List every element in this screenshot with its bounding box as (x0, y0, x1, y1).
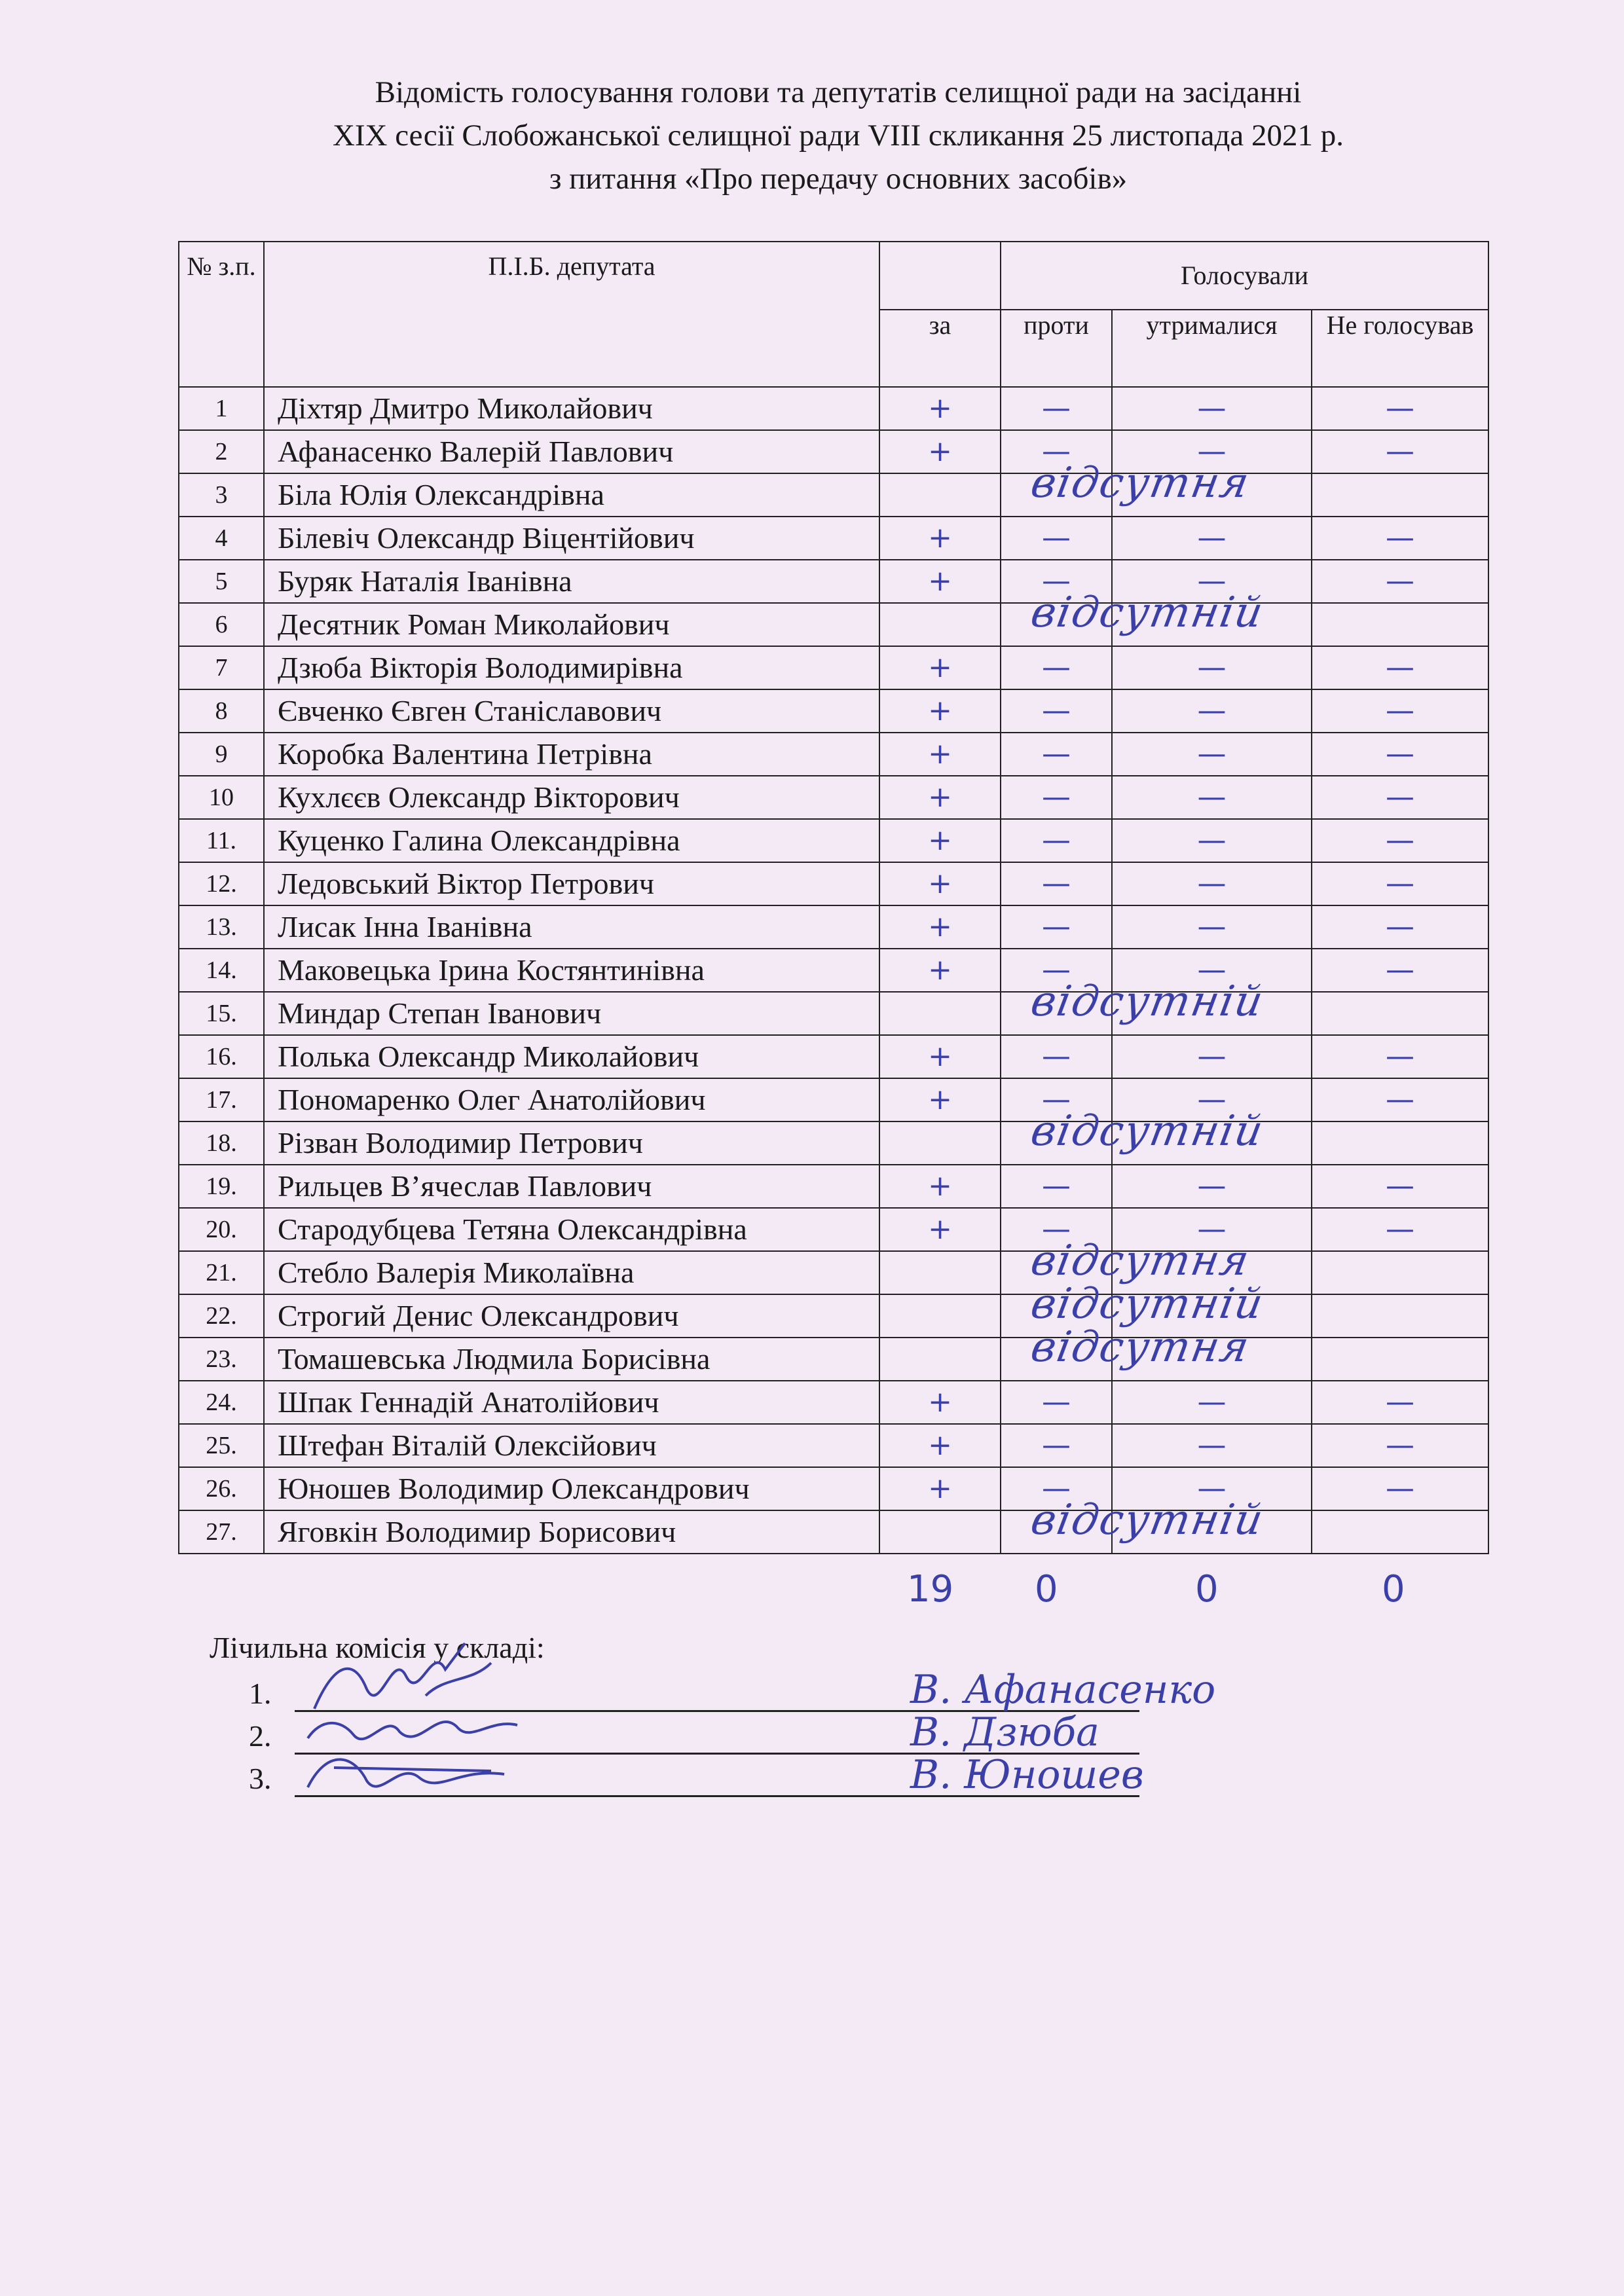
absent-annotation: відсутній (1027, 1107, 1268, 1156)
header-for: за (879, 310, 1001, 387)
table-row (179, 1078, 1488, 1121)
vote-not-voted (1312, 603, 1488, 646)
absent-annotation: відсутній (1027, 977, 1268, 1026)
row-number: 13. (179, 905, 264, 949)
vote-not-voted: — (1312, 949, 1488, 992)
vote-for: + (879, 387, 1001, 430)
vote-not-voted: — (1312, 1035, 1488, 1078)
table-row (179, 1208, 1488, 1251)
vote-not-voted: — (1312, 1381, 1488, 1424)
deputy-name: Полька Олександр Миколайович (264, 1035, 879, 1078)
vote-abstained: — (1112, 430, 1312, 473)
table-row (179, 646, 1488, 689)
vote-not-voted: — (1312, 646, 1488, 689)
row-number: 17. (179, 1078, 264, 1121)
row-number: 7 (179, 646, 264, 689)
vote-against: — (1001, 1208, 1112, 1251)
vote-for: + (879, 949, 1001, 992)
vote-not-voted (1312, 1294, 1488, 1338)
vote-against (1001, 992, 1112, 1035)
absent-annotation: відсутній (1027, 1496, 1268, 1544)
deputy-name: Юношев Володимир Олександрович (264, 1467, 879, 1510)
vote-against: — (1001, 1165, 1112, 1208)
vote-against: — (1001, 646, 1112, 689)
vote-abstained: — (1112, 689, 1312, 733)
deputy-name: Біла Юлія Олександрівна (264, 473, 879, 517)
vote-abstained: — (1112, 733, 1312, 776)
vote-against (1001, 603, 1112, 646)
vote-totals (0, 1568, 1624, 1620)
vote-abstained (1112, 1121, 1312, 1165)
row-number: 8 (179, 689, 264, 733)
row-number: 20. (179, 1208, 264, 1251)
vote-not-voted (1312, 992, 1488, 1035)
vote-for: + (879, 905, 1001, 949)
vote-for: + (879, 1467, 1001, 1510)
vote-for: + (879, 776, 1001, 819)
header-against: проти (1001, 310, 1112, 387)
vote-not-voted (1312, 1338, 1488, 1381)
table-row (179, 560, 1488, 603)
vote-for (879, 1251, 1001, 1294)
table-row (179, 473, 1488, 517)
vote-against (1001, 1338, 1112, 1381)
vote-against (1001, 1294, 1112, 1338)
header-voted: Голосували (1001, 242, 1488, 310)
deputy-name: Куценко Галина Олександрівна (264, 819, 879, 862)
deputy-name: Рильцев В’ячеслав Павлович (264, 1165, 879, 1208)
row-number: 21. (179, 1251, 264, 1294)
vote-abstained: — (1112, 560, 1312, 603)
vote-not-voted: — (1312, 1165, 1488, 1208)
table-row (179, 992, 1488, 1035)
vote-not-voted: — (1312, 776, 1488, 819)
row-number: 19. (179, 1165, 264, 1208)
table-row (179, 1165, 1488, 1208)
deputy-name: Пономаренко Олег Анатолійович (264, 1078, 879, 1121)
row-number: 27. (179, 1510, 264, 1554)
vote-abstained: — (1112, 819, 1312, 862)
row-number: 10 (179, 776, 264, 819)
vote-not-voted: — (1312, 733, 1488, 776)
vote-not-voted (1312, 1121, 1488, 1165)
vote-not-voted: — (1312, 517, 1488, 560)
vote-for (879, 1510, 1001, 1554)
table-row (179, 1424, 1488, 1467)
vote-for: + (879, 689, 1001, 733)
deputy-name: Буряк Наталія Іванівна (264, 560, 879, 603)
vote-against: — (1001, 430, 1112, 473)
table-row (179, 776, 1488, 819)
vote-for (879, 473, 1001, 517)
vote-abstained: — (1112, 1424, 1312, 1467)
table-row (179, 689, 1488, 733)
vote-abstained: — (1112, 1381, 1312, 1424)
vote-against: — (1001, 560, 1112, 603)
row-number: 3 (179, 473, 264, 517)
vote-not-voted (1312, 1510, 1488, 1554)
member-signature-name: В. Юношев (910, 1752, 1144, 1798)
vote-abstained: — (1112, 1035, 1312, 1078)
deputy-name: Лисак Інна Іванівна (264, 905, 879, 949)
deputy-name: Білевіч Олександр Віцентійович (264, 517, 879, 560)
vote-for: + (879, 819, 1001, 862)
vote-against: — (1001, 905, 1112, 949)
total-not-voted: 0 (1382, 1568, 1405, 1611)
vote-for (879, 1121, 1001, 1165)
vote-against: — (1001, 517, 1112, 560)
vote-against (1001, 1510, 1112, 1554)
row-number: 23. (179, 1338, 264, 1381)
total-for: 19 (907, 1568, 954, 1611)
deputy-name: Маковецька Ірина Костянтинівна (264, 949, 879, 992)
vote-for (879, 1338, 1001, 1381)
vote-against: — (1001, 387, 1112, 430)
deputy-name: Томашевська Людмила Борисівна (264, 1338, 879, 1381)
voting-table (178, 241, 1489, 1554)
table-row (179, 1294, 1488, 1338)
deputy-name: Стародубцева Тетяна Олександрівна (264, 1208, 879, 1251)
table-row (179, 517, 1488, 560)
vote-against: — (1001, 776, 1112, 819)
vote-against (1001, 473, 1112, 517)
deputy-name: Строгий Денис Олександрович (264, 1294, 879, 1338)
vote-abstained: — (1112, 905, 1312, 949)
member-index: 3. (249, 1762, 272, 1795)
header-blank (879, 242, 1001, 310)
deputy-name: Ледовський Віктор Петрович (264, 862, 879, 905)
title-line-1: Відомість голосування голови та депутатів селищної ради на засіданні (375, 75, 1302, 109)
title-line-3: з питання «Про передачу основних засобів» (549, 162, 1128, 196)
vote-for: + (879, 1381, 1001, 1424)
vote-not-voted (1312, 1251, 1488, 1294)
row-number: 24. (179, 1381, 264, 1424)
vote-against: — (1001, 1467, 1112, 1510)
vote-not-voted: — (1312, 862, 1488, 905)
deputy-name: Десятник Роман Миколайович (264, 603, 879, 646)
absent-annotation: відсутня (1027, 1323, 1254, 1372)
vote-not-voted: — (1312, 689, 1488, 733)
absent-annotation: відсутня (1027, 459, 1254, 507)
vote-for: + (879, 1035, 1001, 1078)
row-number: 16. (179, 1035, 264, 1078)
table-row (179, 1467, 1488, 1510)
vote-abstained (1112, 1510, 1312, 1554)
vote-against: — (1001, 1381, 1112, 1424)
vote-not-voted: — (1312, 905, 1488, 949)
member-signature-name: В. Дзюба (910, 1709, 1099, 1755)
row-number: 12. (179, 862, 264, 905)
deputy-name: Різван Володимир Петрович (264, 1121, 879, 1165)
table-row (179, 1338, 1488, 1381)
row-number: 18. (179, 1121, 264, 1165)
table-row (179, 1121, 1488, 1165)
vote-abstained: — (1112, 949, 1312, 992)
vote-abstained: — (1112, 517, 1312, 560)
vote-abstained (1112, 473, 1312, 517)
deputy-name: Дзюба Вікторія Володимирівна (264, 646, 879, 689)
vote-not-voted: — (1312, 1424, 1488, 1467)
vote-abstained (1112, 992, 1312, 1035)
vote-against: — (1001, 1035, 1112, 1078)
commission-member (249, 1752, 1166, 1800)
vote-for: + (879, 1165, 1001, 1208)
commission-label: Лічильна комісія у складі: (210, 1631, 545, 1664)
vote-against: — (1001, 862, 1112, 905)
row-number: 15. (179, 992, 264, 1035)
vote-not-voted: — (1312, 387, 1488, 430)
vote-not-voted: — (1312, 1078, 1488, 1121)
table-row (179, 862, 1488, 905)
header-name: П.І.Б. депутата (264, 242, 879, 387)
vote-for (879, 1294, 1001, 1338)
table-row (179, 819, 1488, 862)
vote-not-voted: — (1312, 430, 1488, 473)
row-number: 4 (179, 517, 264, 560)
absent-annotation: відсутній (1027, 589, 1268, 637)
vote-abstained (1112, 1338, 1312, 1381)
vote-for: + (879, 1078, 1001, 1121)
deputy-name: Яговкін Володимир Борисович (264, 1510, 879, 1554)
table-row (179, 603, 1488, 646)
title-line-2: XIX сесії Слобожанської селищної ради VIII скликання 25 листопада 2021 р. (332, 118, 1344, 153)
vote-against: — (1001, 1078, 1112, 1121)
deputy-name: Стебло Валерія Миколаївна (264, 1251, 879, 1294)
deputy-name: Штефан Віталій Олексійович (264, 1424, 879, 1467)
row-number: 1 (179, 387, 264, 430)
absent-annotation: відсутня (1027, 1237, 1254, 1285)
vote-against (1001, 1121, 1112, 1165)
vote-not-voted: — (1312, 819, 1488, 862)
table-row (179, 905, 1488, 949)
vote-abstained: — (1112, 387, 1312, 430)
vote-against: — (1001, 1424, 1112, 1467)
deputy-name: Миндар Степан Іванович (264, 992, 879, 1035)
vote-abstained: — (1112, 862, 1312, 905)
row-number: 5 (179, 560, 264, 603)
deputy-name: Діхтяр Дмитро Миколайович (264, 387, 879, 430)
vote-not-voted: — (1312, 1208, 1488, 1251)
table-row (179, 387, 1488, 430)
signature-scribble (295, 1722, 517, 1800)
header-abstained: утрималися (1112, 310, 1312, 387)
row-number: 2 (179, 430, 264, 473)
table-row (179, 1251, 1488, 1294)
vote-abstained: — (1112, 1208, 1312, 1251)
deputy-name: Афанасенко Валерій Павлович (264, 430, 879, 473)
vote-not-voted (1312, 473, 1488, 517)
table-row (179, 1381, 1488, 1424)
vote-not-voted: — (1312, 1467, 1488, 1510)
table-row (179, 430, 1488, 473)
vote-for: + (879, 1424, 1001, 1467)
deputy-name: Шпак Геннадій Анатолійович (264, 1381, 879, 1424)
vote-abstained: — (1112, 646, 1312, 689)
total-against: 0 (1035, 1568, 1058, 1611)
row-number: 9 (179, 733, 264, 776)
total-abstained: 0 (1195, 1568, 1219, 1611)
header-not-voted: Не голосував (1312, 310, 1488, 387)
vote-abstained: — (1112, 1467, 1312, 1510)
row-number: 11. (179, 819, 264, 862)
member-signature-name: В. Афанасенко (910, 1667, 1216, 1713)
vote-for: + (879, 430, 1001, 473)
vote-abstained: — (1112, 1165, 1312, 1208)
table-row (179, 1510, 1488, 1554)
member-index: 1. (249, 1677, 272, 1710)
vote-abstained (1112, 603, 1312, 646)
vote-against: — (1001, 689, 1112, 733)
vote-for: + (879, 560, 1001, 603)
table-row (179, 733, 1488, 776)
deputy-name: Євченко Євген Станіславович (264, 689, 879, 733)
vote-not-voted: — (1312, 560, 1488, 603)
table-row (179, 1035, 1488, 1078)
vote-for: + (879, 646, 1001, 689)
vote-abstained: — (1112, 776, 1312, 819)
vote-abstained (1112, 1251, 1312, 1294)
vote-for (879, 603, 1001, 646)
vote-abstained (1112, 1294, 1312, 1338)
vote-abstained: — (1112, 1078, 1312, 1121)
vote-for: + (879, 733, 1001, 776)
row-number: 22. (179, 1294, 264, 1338)
vote-against: — (1001, 819, 1112, 862)
row-number: 25. (179, 1424, 264, 1467)
vote-for (879, 992, 1001, 1035)
vote-against: — (1001, 733, 1112, 776)
document-title (157, 71, 1519, 200)
table-row (179, 949, 1488, 992)
deputy-name: Коробка Валентина Петрівна (264, 733, 879, 776)
vote-against (1001, 1251, 1112, 1294)
row-number: 14. (179, 949, 264, 992)
member-index: 2. (249, 1719, 272, 1753)
row-number: 26. (179, 1467, 264, 1510)
header-num: № з.п. (179, 242, 264, 387)
absent-annotation: відсутній (1027, 1280, 1268, 1328)
row-number: 6 (179, 603, 264, 646)
vote-against: — (1001, 949, 1112, 992)
vote-for: + (879, 517, 1001, 560)
vote-for: + (879, 1208, 1001, 1251)
deputy-name: Кухлєєв Олександр Вікторович (264, 776, 879, 819)
vote-for: + (879, 862, 1001, 905)
